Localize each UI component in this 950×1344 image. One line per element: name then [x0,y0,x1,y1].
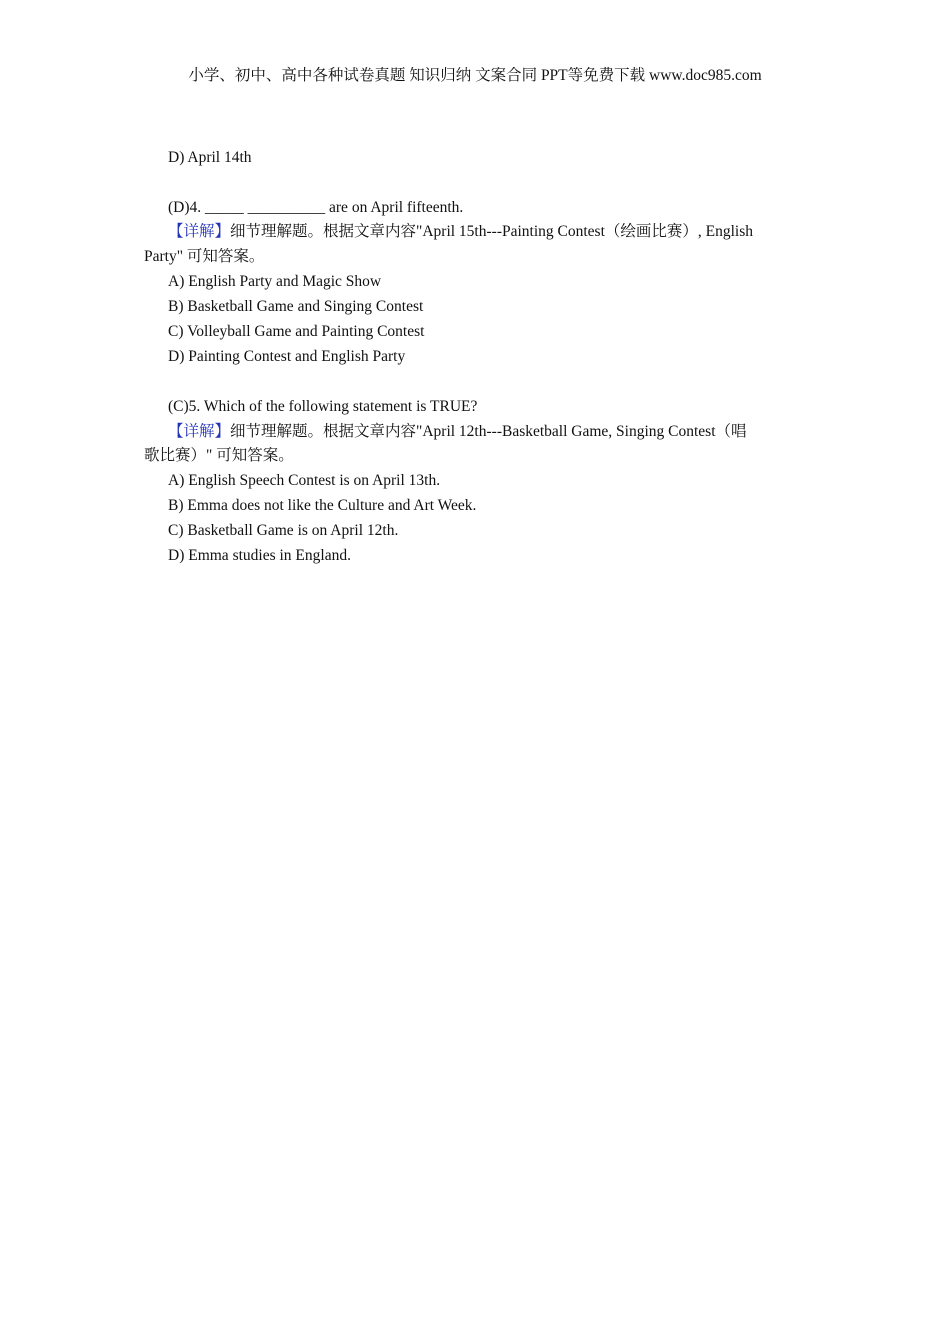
question-5-option-a: A) English Speech Contest is on April 13th. [168,472,441,489]
question-4-option-c: C) Volleyball Game and Painting Contest [168,323,425,340]
detail-tag: 【详解】 [168,223,231,240]
detail-text: 细节理解题。根据文章内容"April 15th---Painting Contest（绘画比赛）, English [230,223,753,240]
question-4-option-a: A) English Party and Magic Show [168,273,382,290]
question-4-option-b: B) Basketball Game and Singing Contest [168,298,424,315]
question-5-detail-cont: 歌比赛）" 可知答案。 [144,447,294,464]
question-5-option-d: D) Emma studies in England. [168,547,351,564]
question-5-stem: (C)5. Which of the following statement is TRUE? [168,398,478,415]
question-5-detail [168,422,747,442]
question-4-detail [168,222,753,242]
detail-tag: 【详解】 [168,423,231,440]
question-4-stem: (D)4. _____ __________ are on April fifteenth. [168,199,464,216]
page-header: 小学、初中、高中各种试卷真题 知识归纳 文案合同 PPT等免费下载 www.doc985.com [188,67,762,84]
question-4-option-d: D) Painting Contest and English Party [168,348,406,365]
question-5-option-c: C) Basketball Game is on April 12th. [168,522,399,539]
detail-text: 细节理解题。根据文章内容"April 12th---Basketball Game, Singing Contest（唱 [230,423,747,440]
q3-option-d: D) April 14th [168,149,252,166]
question-4-detail-cont: Party" 可知答案。 [144,248,265,265]
question-5-option-b: B) Emma does not like the Culture and Art Week. [168,497,477,514]
